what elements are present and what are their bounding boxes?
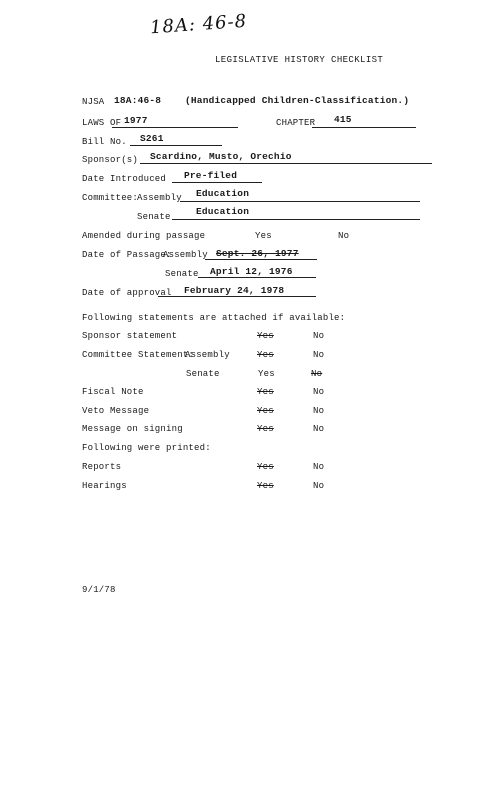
chapter-value: 415 [334,114,352,125]
committee-assembly-underline [180,201,420,202]
bill-no-underline [130,145,222,146]
statement-yes: Yes [257,424,274,434]
njsa-description: (Handicapped Children-Classification.) [185,95,410,106]
bill-no-label: Bill No. [82,137,127,147]
statement-no: No [311,369,323,379]
chapter-underline [312,127,416,128]
njsa-value: 18A:46-8 [114,95,162,106]
statement-no: No [313,350,325,360]
statement-no: No [313,387,325,397]
statement-yes: Yes [258,369,275,379]
statement-no: No [313,331,325,341]
sponsors-underline [140,163,432,164]
printed-no: No [313,462,325,472]
sponsors-label: Sponsor(s) [82,155,139,165]
printed-no: No [313,481,325,491]
statement-label: Sponsor statement [82,331,178,341]
njsa-label: NJSA [82,97,105,107]
amended-yes: Yes [255,231,272,241]
laws-of-value: 1977 [124,115,148,126]
committee-senate-underline [172,219,420,220]
laws-of-underline [112,127,238,128]
date-introduced-underline [172,182,262,183]
committee-label: Committee: [82,193,139,203]
sponsors-value: Scardino, Musto, Orechio [150,151,292,162]
committee-senate-value: Education [196,206,250,217]
handwritten-reference: 18A: 46-8 [149,10,248,39]
statement-yes: Yes [257,331,274,341]
passage-assembly-underline [205,259,317,260]
printed-yes: Yes [257,481,274,491]
statement-sub-label: Assembly [185,350,230,360]
amended-no: No [338,231,350,241]
chapter-label: CHAPTER [276,118,316,128]
committee-assembly-value: Education [196,188,250,199]
printed-heading: Following were printed: [82,443,211,453]
statement-no: No [313,406,325,416]
date-introduced-label: Date Introduced [82,174,167,184]
statement-no: No [313,424,325,434]
amended-label: Amended during passage [82,231,206,241]
statements-heading: Following statements are attached if available: [82,313,346,323]
passage-label: Date of Passage: [82,250,172,260]
approval-underline [158,296,316,297]
passage-senate-value: April 12, 1976 [210,266,293,277]
statement-label: Committee Statement: [82,350,195,360]
statement-yes: Yes [257,387,274,397]
date-introduced-value: Pre-filed [184,170,238,181]
statement-label: Fiscal Note [82,387,144,397]
printed-label: Hearings [82,481,127,491]
statement-label: Message on signing [82,424,183,434]
statement-yes: Yes [257,406,274,416]
printed-yes: Yes [257,462,274,472]
approval-value: February 24, 1978 [184,285,285,296]
footer-date: 9/1/78 [82,585,116,595]
committee-senate-label: Senate [137,212,171,222]
statement-label: Veto Message [82,406,150,416]
printed-label: Reports [82,462,122,472]
passage-assembly-label: Assembly [163,250,208,260]
laws-of-label: LAWS OF [82,118,122,128]
statement-yes: Yes [257,350,274,360]
approval-label: Date of approval [82,288,172,298]
bill-no-value: S261 [140,133,164,144]
passage-senate-underline [198,277,316,278]
page-title: LEGISLATIVE HISTORY CHECKLIST [215,55,384,65]
passage-assembly-value: Sept. 26, 1977 [216,248,299,259]
passage-senate-label: Senate [165,269,199,279]
statement-sub-label: Senate [186,369,220,379]
committee-assembly-label: Assembly [137,193,182,203]
